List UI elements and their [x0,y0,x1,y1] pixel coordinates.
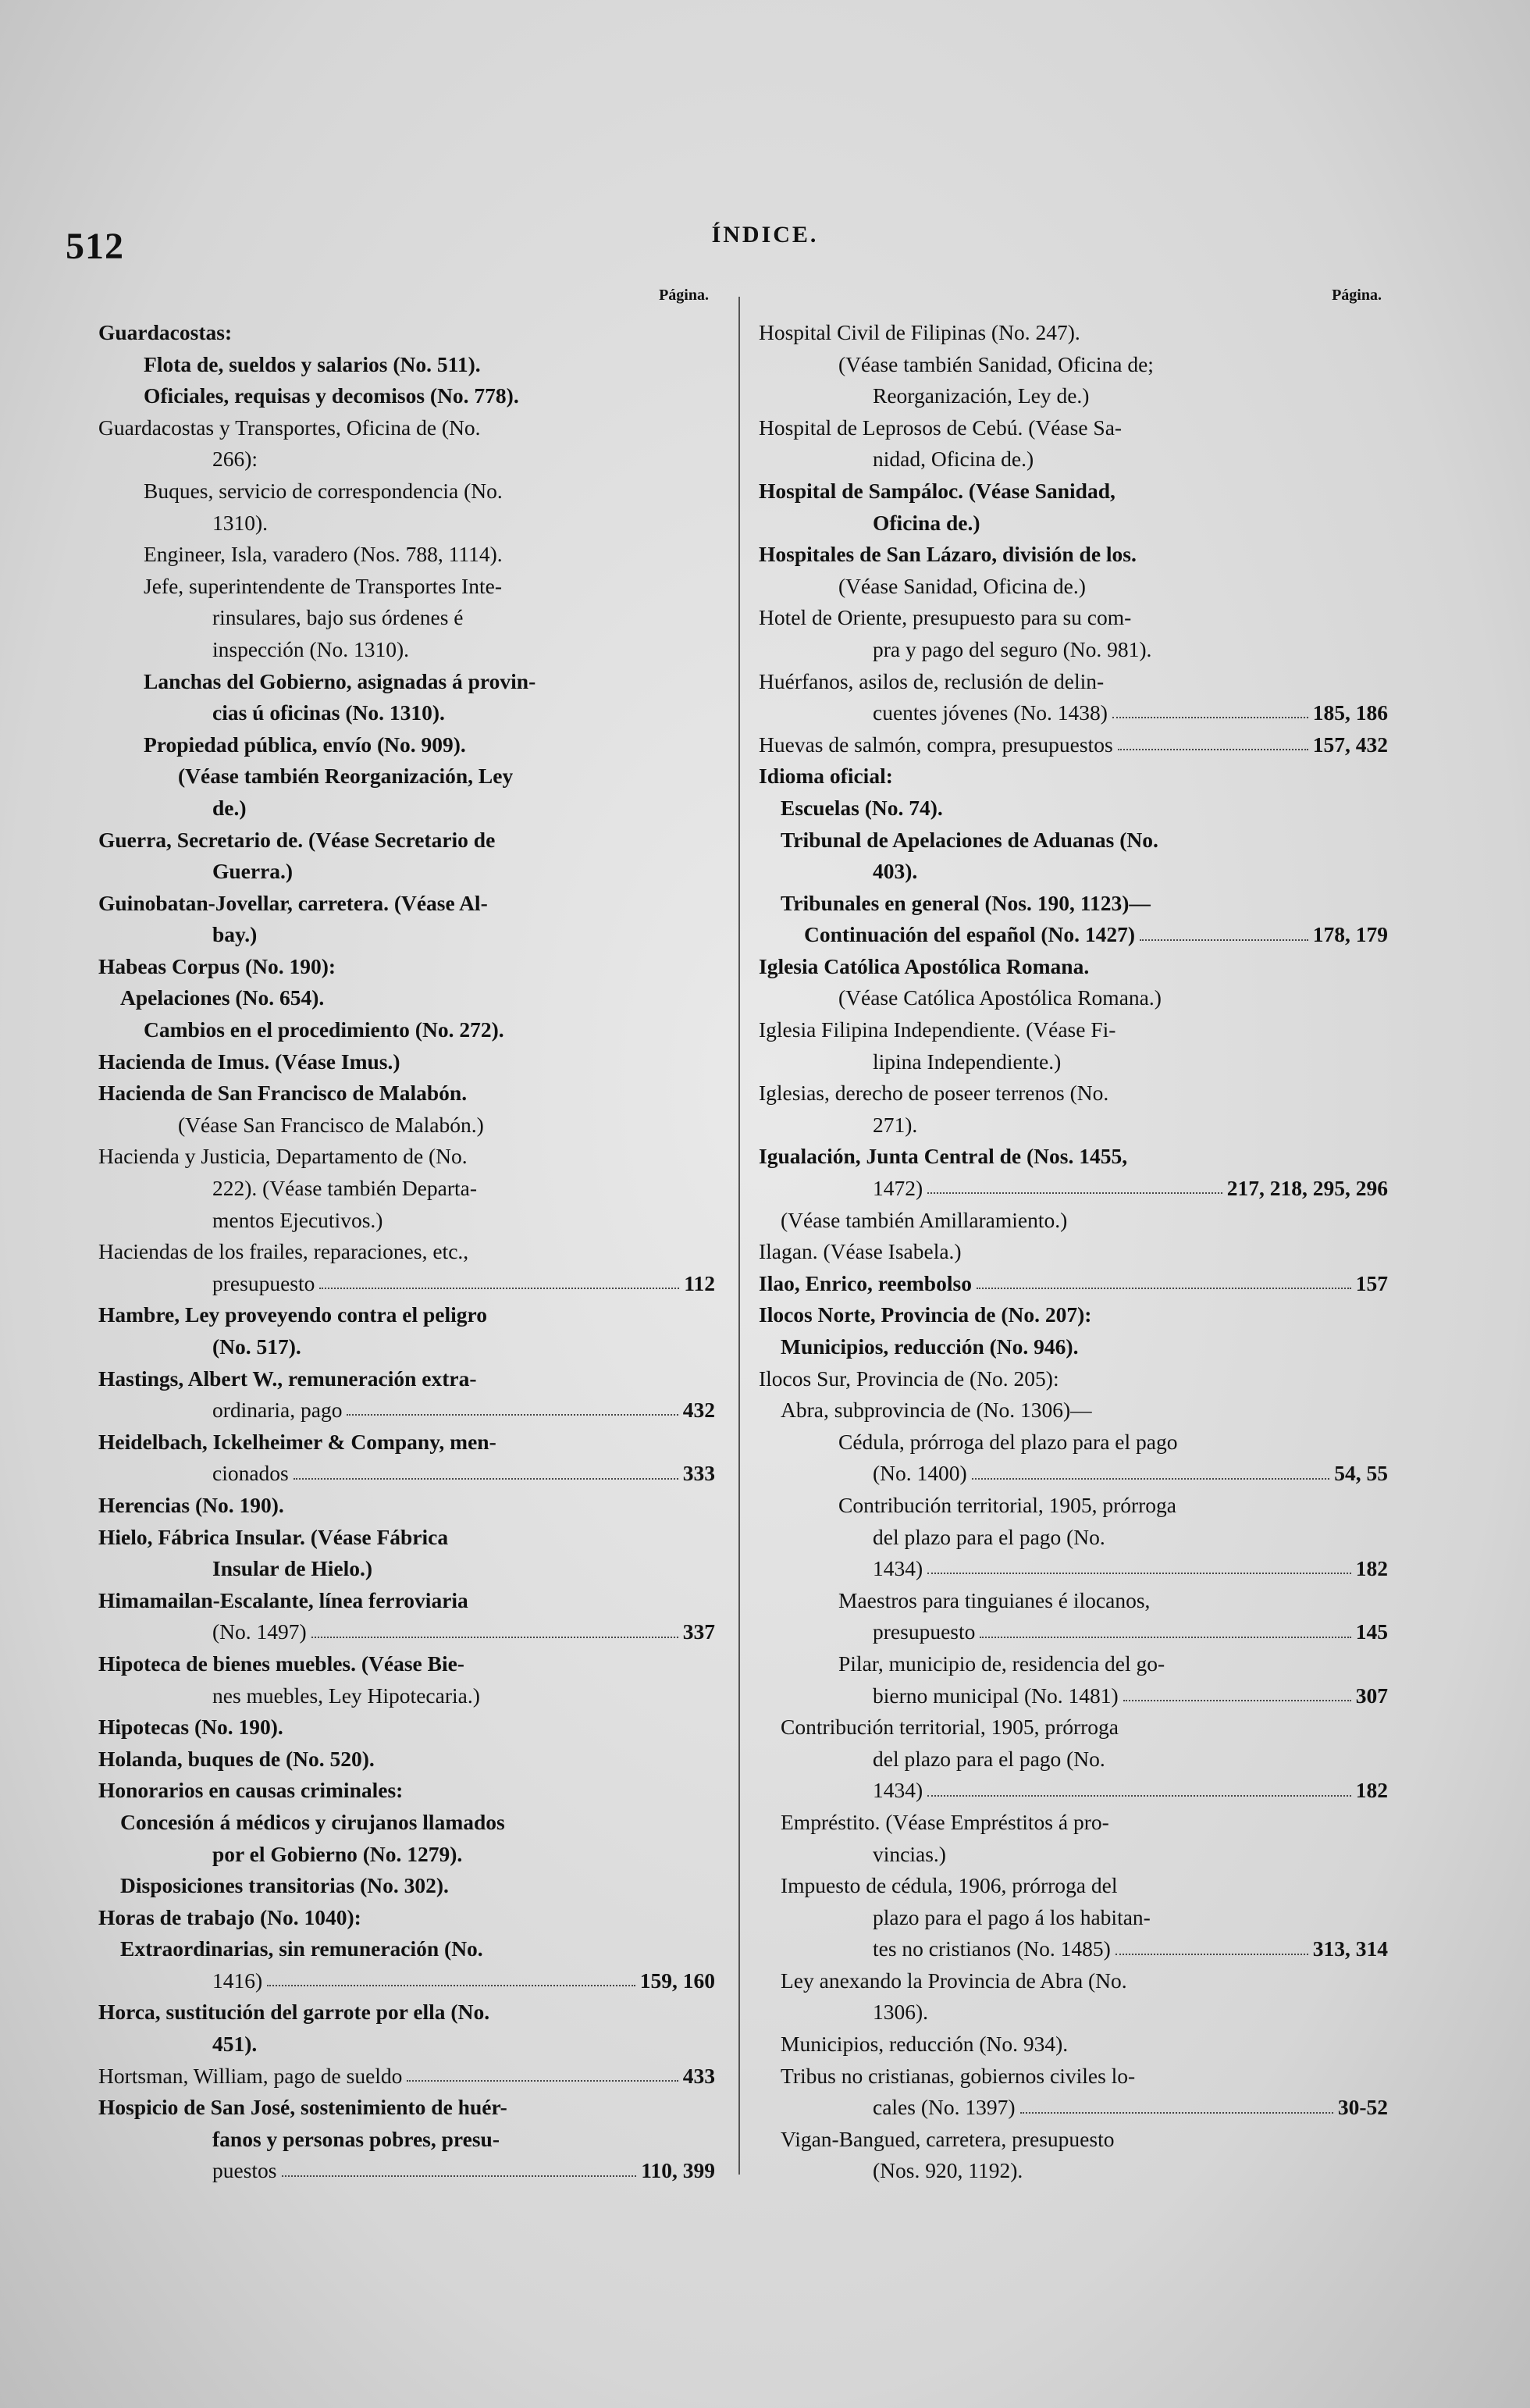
index-entry-text: mentos Ejecutivos.) [212,1207,383,1232]
page-reference: 110, 399 [641,2158,715,2183]
index-entry-line [98,1268,715,1300]
page-column-header: Página. [1332,287,1382,304]
index-entry-line [759,2124,1388,2156]
index-entry-text: Municipios, reducción (No. 934). [781,2032,1069,2057]
index-entry-text: Holanda, buques de (No. 520). [98,1746,375,1771]
index-entry-line [759,697,1388,729]
index-entry-line [759,1933,1388,1965]
index-entry-text: Iglesia Filipina Independiente. (Véase Fi- [759,1017,1116,1042]
index-entry-line [98,602,715,634]
index-entry-text: 1434) [873,1778,923,1803]
index-entry-line [98,634,715,666]
index-entry-text: (Véase también Reorganización, Ley [178,764,514,789]
index-entry-line [759,1299,1388,1331]
index-entry-line [759,1427,1388,1459]
index-entry-line [759,380,1388,412]
index-entry-text: cales (No. 1397) [873,2095,1016,2120]
page-reference: 182 [1355,1778,1388,1803]
index-entry-text: Hortsman, William, pago de sueldo [98,2063,403,2088]
index-entry-text: Honorarios en causas criminales: [98,1778,404,1803]
page-reference: 182 [1355,1556,1388,1581]
index-entry-line [759,761,1388,793]
index-entry-line [759,888,1388,920]
index-entry-text: Engineer, Isla, varadero (Nos. 788, 1114). [144,542,503,567]
index-entry-text: nes muebles, Ley Hipotecaria.) [212,1683,480,1708]
index-entry-text: Habeas Corpus (No. 190): [98,953,336,978]
index-entry-text: lipina Independiente.) [873,1049,1062,1074]
running-title: ÍNDICE. [711,222,819,248]
index-entry-line [759,1870,1388,1902]
index-entry-text: Extraordinarias, sin remuneración (No. [120,1936,483,1961]
index-entry-text: Hacienda de San Francisco de Malabón. [98,1081,468,1106]
index-entry-text: fanos y personas pobres, presu- [212,2126,500,2151]
index-entry-line [759,412,1388,444]
index-entry-line [98,1110,715,1142]
index-entry-line [759,1141,1388,1173]
index-entry-line [759,1046,1388,1078]
index-entry-text: Heidelbach, Ickelheimer & Company, men- [98,1429,496,1454]
page-reference: 159, 160 [639,1968,715,1993]
index-entry-line [98,1648,715,1680]
index-entry-line [98,571,715,603]
index-entry-line [759,729,1388,761]
index-entry-text: (No. 517). [212,1334,301,1359]
index-entry-line [98,1553,715,1585]
index-entry-line [98,1522,715,1554]
index-entry-text: Guerra.) [212,859,294,884]
index-entry-text: Guardacostas y Transportes, Oficina de (No. [98,415,481,440]
index-entry-text: Insular de Hielo.) [212,1556,373,1581]
index-entry-line [98,1744,715,1776]
page-reference: 178, 179 [1312,922,1388,947]
index-entry-text: Horca, sustitución del garrote por ella (No. [98,2000,490,2025]
index-entry-text: del plazo para el pago (No. [873,1524,1105,1549]
index-entry-text: Propiedad pública, envío (No. 909). [144,732,466,757]
page-reference: 54, 55 [1334,1461,1388,1486]
index-entry-line [98,1427,715,1459]
index-entry-text: cuentes jóvenes (No. 1438) [873,700,1108,725]
index-entry-text: plazo para el pago á los habitan- [873,1904,1151,1929]
dot-leader [1020,2112,1333,2114]
index-entry-text: de.) [212,795,247,820]
index-entry-line [759,2155,1388,2187]
index-entry-line [759,508,1388,540]
dot-leader [311,1637,678,1638]
dot-leader [294,1478,678,1480]
index-entry-line [98,2124,715,2156]
dot-leader [267,1985,635,1986]
index-entry-text: vincias.) [873,1841,946,1866]
index-entry-line [759,1236,1388,1268]
index-entry-text: Haciendas de los frailes, reparaciones, etc., [98,1239,469,1264]
index-entry-text: bierno municipal (No. 1481) [873,1683,1119,1708]
index-entry-text: 1434) [873,1556,923,1581]
index-entry-line [759,793,1388,825]
index-entry-line [98,1236,715,1268]
index-entry-text: Maestros para tinguianes é ilocanos, [838,1587,1151,1612]
dot-leader [1112,717,1308,718]
index-entry-line [98,1490,715,1522]
index-entry-line [759,982,1388,1014]
index-entry-text: Continuación del español (No. 1427) [804,922,1136,947]
index-entry-text: 271). [873,1112,918,1137]
index-entry-text: Oficina de.) [873,510,980,535]
index-entry-line [98,729,715,761]
index-entry-line [98,539,715,571]
index-entry-line [98,1965,715,1997]
index-entry-line [759,666,1388,698]
index-entry-text: pra y pago del seguro (No. 981). [873,636,1152,661]
index-entry-line [98,1205,715,1237]
index-entry-text: Iglesias, derecho de poseer terrenos (No. [759,1081,1109,1106]
index-entry-list [759,317,1388,2187]
index-entry-text: Disposiciones transitorias (No. 302). [120,1873,449,1898]
index-entry-line [98,443,715,476]
index-entry-line [98,919,715,951]
index-entry-line [98,317,715,349]
index-entry-line [98,1363,715,1395]
index-entry-text: 403). [873,859,918,884]
page-reference: 307 [1355,1683,1388,1708]
index-entry-line [98,1141,715,1173]
dot-leader [1123,1700,1351,1701]
index-entry-text: Hospital de Leprosos de Cebú. (Véase Sa- [759,415,1123,440]
index-entry-line [759,1744,1388,1776]
index-entry-text: Empréstito. (Véase Empréstitos á pro- [781,1809,1109,1834]
index-entry-line [98,2155,715,2187]
index-entry-line [98,1299,715,1331]
index-entry-line [98,793,715,825]
index-entry-line [759,2092,1388,2124]
index-entry-line [98,1997,715,2029]
index-entry-line [98,1173,715,1205]
index-entry-text: Lanchas del Gobierno, asignadas á provin- [144,668,536,693]
index-entry-text: Oficiales, requisas y decomisos (No. 778). [144,383,519,408]
page-reference: 185, 186 [1312,700,1388,725]
page-reference: 333 [682,1461,715,1486]
index-entry-text: Municipios, reducción (No. 946). [781,1334,1079,1359]
index-entry-text: Hambre, Ley proveyendo contra el peligro [98,1302,488,1327]
index-entry-line [759,1585,1388,1617]
index-entry-text: Guinobatan-Jovellar, carretera. (Véase Al- [98,890,488,915]
dot-leader [980,1637,1350,1638]
index-entry-text: nidad, Oficina de.) [873,447,1034,472]
index-entry-line [98,412,715,444]
index-entry-line [98,1933,715,1965]
index-entry-line [759,1014,1388,1046]
index-entry-text: Hastings, Albert W., remuneración extra- [98,1366,477,1391]
index-entry-line [759,1458,1388,1490]
index-entry-text: Tribunales en general (Nos. 190, 1123)— [781,890,1151,915]
index-entry-line [759,1965,1388,1997]
index-entry-text: bay.) [212,922,258,947]
index-entry-text: del plazo para el pago (No. [873,1746,1105,1771]
index-entry-text: Buques, servicio de correspondencia (No. [144,478,503,503]
index-entry-line [98,2092,715,2124]
index-entry-line [759,2061,1388,2093]
index-entry-text: tes no cristianos (No. 1485) [873,1936,1111,1961]
index-entry-line [98,1046,715,1078]
index-entry-text: presupuesto [212,1270,315,1295]
page-reference: 157, 432 [1312,732,1388,757]
index-entry-text: (No. 1497) [212,1619,307,1644]
dot-leader [282,2175,637,2177]
index-entry-line [759,1268,1388,1300]
index-entry-text: Idioma oficial: [759,764,893,789]
index-entry-text: Contribución territorial, 1905, prórroga [838,1492,1177,1517]
page-number: 512 [66,226,124,267]
index-entry-text: Hospicio de San José, sostenimiento de huér- [98,2095,507,2120]
index-entry-line [759,1807,1388,1839]
index-entry-line [759,539,1388,571]
index-entry-line [98,825,715,857]
index-entry-line [98,1839,715,1871]
index-entry-text: rinsulares, bajo sus órdenes é [212,605,464,630]
index-entry-text: Reorganización, Ley de.) [873,383,1090,408]
index-entry-line [759,1110,1388,1142]
index-entry-text: cionados [212,1461,289,1486]
index-entry-text: puestos [212,2158,277,2183]
page-reference: 432 [682,1398,715,1423]
index-entry-text: Cambios en el procedimiento (No. 272). [144,1017,504,1042]
index-entry-text: Abra, subprovincia de (No. 1306)— [781,1398,1092,1423]
index-entry-text: Ilocos Norte, Provincia de (No. 207): [759,1302,1092,1327]
index-entry-text: 222). (Véase también Departa- [212,1176,478,1201]
index-entry-text: 1310). [212,510,269,535]
index-entry-line [98,982,715,1014]
dot-leader [927,1573,1351,1574]
index-entry-text: Himamailan-Escalante, línea ferroviaria [98,1587,468,1612]
index-entry-line [98,856,715,888]
index-entry-line [98,380,715,412]
index-entry-line [759,1902,1388,1934]
index-entry-line [98,1712,715,1744]
dot-leader [1115,1954,1308,1955]
index-entry-text: 451). [212,2032,258,2057]
index-entry-text: Hotel de Oriente, presupuesto para su com- [759,605,1132,630]
index-entry-line [759,1331,1388,1363]
index-entry-text: (No. 1400) [873,1461,967,1486]
index-entry-text: Guerra, Secretario de. (Véase Secretario de [98,827,496,852]
index-entry-text: Hipotecas (No. 190). [98,1715,283,1740]
dot-leader [319,1288,679,1289]
index-entry-text: (Nos. 920, 1192). [873,2158,1023,2183]
index-entry-line [759,1522,1388,1554]
index-entry-line [759,443,1388,476]
index-entry-text: 266): [212,447,258,472]
index-entry-line [759,1363,1388,1395]
index-entry-line [759,1680,1388,1712]
index-entry-line [759,825,1388,857]
index-entry-text: Hospital Civil de Filipinas (No. 247). [759,320,1080,344]
index-entry-line [759,349,1388,381]
index-entry-text: Ilagan. (Véase Isabela.) [759,1239,962,1264]
index-entry-text: ordinaria, pago [212,1398,343,1423]
index-entry-text: Hacienda de Imus. (Véase Imus.) [98,1049,400,1074]
index-entry-line [759,1395,1388,1427]
left-column [98,286,715,2187]
index-entry-text: Ilocos Sur, Provincia de (No. 205): [759,1366,1059,1391]
index-entry-line [98,1014,715,1046]
column-divider [738,297,740,2175]
index-entry-line [98,951,715,983]
index-entry-line [98,349,715,381]
index-entry-text: Huevas de salmón, compra, presupuestos [759,732,1113,757]
index-entry-text: Flota de, sueldos y salarios (No. 511). [144,351,481,376]
index-entry-text: 1416) [212,1968,263,1993]
index-entry-line [759,1173,1388,1205]
dot-leader [972,1478,1330,1480]
index-entry-text: cias ú oficinas (No. 1310). [212,700,445,725]
page-reference: 145 [1355,1619,1388,1644]
index-entry-line [759,919,1388,951]
index-entry-text: (Véase también Amillaramiento.) [781,1207,1068,1232]
index-entry-line [98,2061,715,2093]
dot-leader [1140,939,1308,941]
index-entry-text: Igualación, Junta Central de (Nos. 1455, [759,1144,1128,1169]
page-reference: 433 [682,2063,715,2088]
index-entry-text: Pilar, municipio de, residencia del go- [838,1651,1165,1676]
index-entry-line [98,1395,715,1427]
index-entry-text: Hospital de Sampáloc. (Véase Sanidad, [759,478,1115,503]
index-entry-line [98,1616,715,1648]
index-entry-line [98,1870,715,1902]
index-entry-line [98,2029,715,2061]
index-entry-line [759,1490,1388,1522]
index-entry-text: Horas de trabajo (No. 1040): [98,1904,361,1929]
index-entry-text: inspección (No. 1310). [212,636,410,661]
dot-leader [977,1288,1351,1289]
index-entry-line [759,602,1388,634]
index-entry-text: Hacienda y Justicia, Departamento de (No. [98,1144,468,1169]
index-entry-line [98,1807,715,1839]
index-entry-text: Guardacostas: [98,320,233,344]
index-entry-text: Impuesto de cédula, 1906, prórroga del [781,1873,1118,1898]
index-entry-line [759,634,1388,666]
index-entry-line [759,476,1388,508]
index-entry-text: (Véase también Sanidad, Oficina de; [838,351,1154,376]
dot-leader [407,2080,678,2082]
index-entry-text: Ilao, Enrico, reembolso [759,1270,972,1295]
index-entry-line [98,508,715,540]
dot-leader [927,1795,1351,1797]
index-entry-text: Iglesia Católica Apostólica Romana. [759,953,1090,978]
dot-leader [347,1414,678,1416]
index-entry-text: Hipoteca de bienes muebles. (Véase Bie- [98,1651,464,1676]
index-entry-line [759,2029,1388,2061]
index-entry-line [98,666,715,698]
index-entry-line [759,951,1388,983]
index-entry-line [98,1331,715,1363]
right-column [759,286,1388,2187]
index-entry-line [759,1997,1388,2029]
index-entry-list [98,317,715,2187]
page-reference: 337 [682,1619,715,1644]
index-entry-line [98,1775,715,1807]
dot-leader [1118,749,1308,750]
index-entry-line [98,1585,715,1617]
index-entry-text: 1306). [873,2000,929,2025]
index-entry-text: Cédula, prórroga del plazo para el pago [838,1429,1178,1454]
index-entry-text: Hospitales de San Lázaro, división de los. [759,542,1137,567]
index-entry-text: Hielo, Fábrica Insular. (Véase Fábrica [98,1524,449,1549]
index-entry-text: Concesión á médicos y cirujanos llamados [120,1809,505,1834]
page-reference: 157 [1355,1270,1388,1295]
dot-leader [927,1192,1222,1194]
page-reference: 112 [684,1270,715,1295]
index-entry-line [98,761,715,793]
index-entry-text: Ley anexando la Provincia de Abra (No. [781,1968,1127,1993]
index-entry-line [759,1205,1388,1237]
index-entry-text: (Véase San Francisco de Malabón.) [178,1112,484,1137]
page-reference: 313, 314 [1312,1936,1388,1961]
index-entry-text: Vigan-Bangued, carretera, presupuesto [781,2126,1115,2151]
index-entry-text: Huérfanos, asilos de, reclusión de delin- [759,668,1105,693]
index-entry-text: Apelaciones (No. 654). [120,985,325,1010]
index-entry-line [759,1553,1388,1585]
index-entry-line [98,888,715,920]
index-entry-text: Jefe, superintendente de Transportes Inte- [144,573,502,598]
page-reference: 217, 218, 295, 296 [1226,1176,1388,1201]
index-entry-line [98,1078,715,1110]
index-entry-text: Tribus no cristianas, gobiernos civiles lo- [781,2063,1136,2088]
index-entry-text: (Véase Católica Apostólica Romana.) [838,985,1162,1010]
index-entry-text: Tribunal de Apelaciones de Aduanas (No. [781,827,1158,852]
index-entry-text: Contribución territorial, 1905, prórroga [781,1715,1119,1740]
index-entry-line [759,1078,1388,1110]
index-entry-text: (Véase Sanidad, Oficina de.) [838,573,1086,598]
index-entry-line [98,476,715,508]
index-entry-line [98,1680,715,1712]
index-entry-text: 1472) [873,1176,923,1201]
index-entry-text: presupuesto [873,1619,976,1644]
page-reference: 30-52 [1337,2095,1388,2120]
index-entry-line [759,1839,1388,1871]
index-entry-line [759,856,1388,888]
index-entry-line [98,697,715,729]
index-entry-text: por el Gobierno (No. 1279). [212,1841,463,1866]
page-column-header: Página. [659,287,709,304]
index-entry-text: Escuelas (No. 74). [781,795,943,820]
index-entry-line [759,1616,1388,1648]
index-entry-line [759,1648,1388,1680]
index-entry-text: Herencias (No. 190). [98,1492,284,1517]
index-entry-line [759,317,1388,349]
index-entry-line [759,1712,1388,1744]
index-entry-line [759,1775,1388,1807]
index-entry-line [98,1902,715,1934]
index-entry-line [759,571,1388,603]
index-entry-line [98,1458,715,1490]
